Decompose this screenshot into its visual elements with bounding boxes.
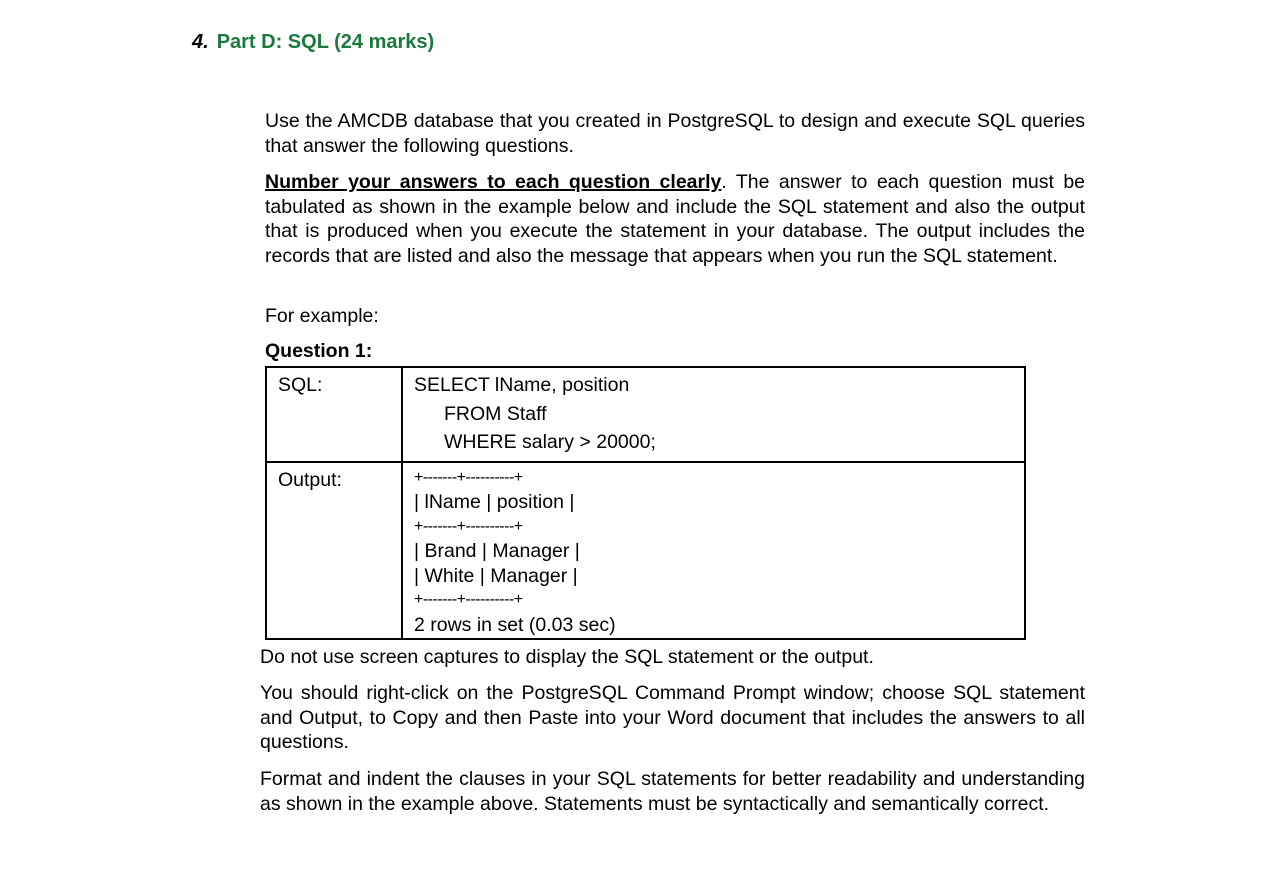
sql-line: SELECT lName, position [414, 374, 630, 396]
output-line: | Brand | Manager | [414, 540, 580, 562]
instruction-rest: . The answer to each question must be tabulated as shown in the example below and include the SQL statement and also the output that is produced when you execute the statement in your database. The output includes the records that are listed and also the message that appears when you run the SQL statement. [265, 171, 1086, 267]
output-row [266, 462, 1025, 640]
output-separator: +-------+----------+ [414, 591, 523, 608]
output-line: | lName | position | [414, 491, 575, 513]
output-block [402, 462, 1025, 640]
sql-line: WHERE salary > 20000; [444, 431, 656, 453]
output-separator: +-------+----------+ [414, 468, 523, 486]
note-formatting: Format and indent the clauses in your SQL statements for better readability and understanding as shown in the example above. Statements must be syntactically and semantically correct. [260, 768, 1085, 815]
instruction-emphasis: Number your answers to each question clearly [265, 171, 722, 193]
for-example-label: For example: [265, 305, 379, 327]
section-number: 4. [192, 31, 209, 53]
intro-paragraph: Use the AMCDB database that you created in PostgreSQL to design and execute SQL queries that answer the following questions. [265, 110, 1085, 157]
output-label: Output: [266, 462, 402, 640]
question-label: Question 1: [265, 340, 373, 362]
section-title: Part D: SQL (24 marks) [216, 31, 435, 53]
sql-label: SQL: [266, 367, 402, 462]
section-heading [192, 31, 434, 54]
note-screen-captures: Do not use screen captures to display the SQL statement or the output. [260, 646, 874, 668]
sql-row [266, 367, 1025, 462]
instruction-paragraph [265, 170, 1085, 268]
note-copy-paste: You should right-click on the PostgreSQL Command Prompt window; choose SQL statement and Output, to Copy and then Paste into your Word document that includes the answers to all questions. [260, 682, 1085, 753]
output-separator: +-------+----------+ [414, 517, 523, 535]
output-message: 2 rows in set (0.03 sec) [414, 613, 616, 636]
output-line: | White | Manager | [414, 564, 578, 587]
sql-line: FROM Staff [444, 402, 547, 425]
sql-statement [402, 367, 1025, 462]
example-table [265, 366, 1026, 640]
